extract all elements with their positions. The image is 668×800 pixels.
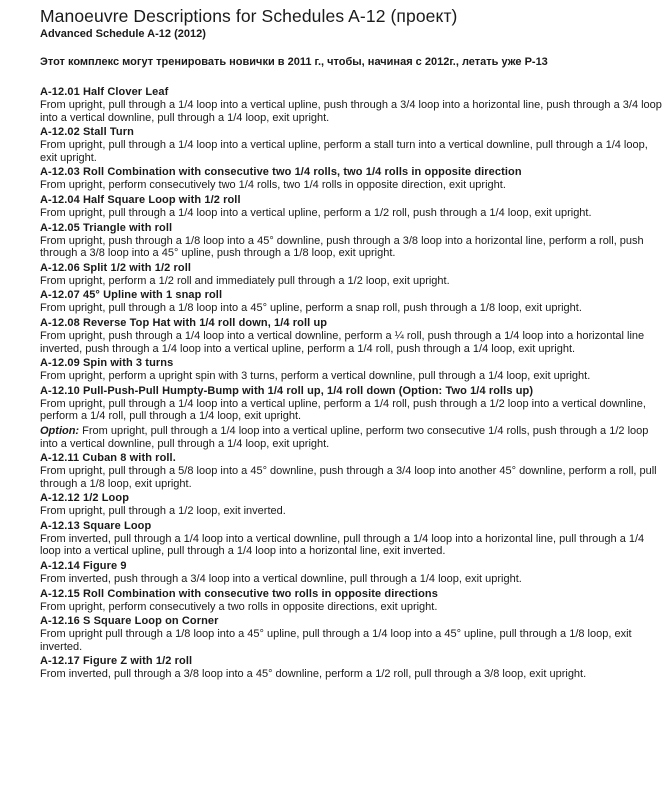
option-description: From upright, pull through a 1/4 loop into a vertical upline, perform two consecutive 1/4 rolls, push through a 1/2 loop into a vertical downline, pull through a 1/4 loop, exit upright. — [40, 424, 649, 450]
manoeuvre-title: A-12.17 Figure Z with 1/2 roll — [40, 655, 193, 668]
manoeuvre-description: From upright, push through a 1/8 loop into a 45° downline, push through a 3/8 loop into a horizontal line, perform a roll, push through a 3/8 loop into a 45° upline, push through a 1/8 loop, exit upright. — [40, 234, 644, 260]
manoeuvre-description: From upright, perform consecutively a two rolls in opposite directions, exit upright. — [40, 600, 438, 613]
document-page — [40, 6, 662, 683]
manoeuvre-item — [40, 194, 662, 220]
manoeuvre-description: From upright, pull through a 1/2 loop, exit inverted. — [40, 505, 286, 518]
manoeuvre-item — [40, 655, 662, 681]
manoeuvre-title: A-12.07 45° Upline with 1 snap roll — [40, 289, 223, 302]
manoeuvre-title: A-12.09 Spin with 3 turns — [40, 357, 174, 370]
manoeuvre-title: A-12.10 Pull-Push-Pull Humpty-Bump with 1/4 roll up, 1/4 roll down (Option: Two 1/4 rolls up) — [40, 384, 534, 397]
manoeuvre-description: From upright, perform consecutively two 1/4 rolls, two 1/4 rolls in opposite direction, exit upright. — [40, 179, 506, 192]
manoeuvre-title: A-12.03 Roll Combination with consecutive two 1/4 rolls, two 1/4 rolls in opposite direction — [40, 166, 522, 179]
manoeuvre-description: From upright pull through a 1/8 loop into a 45° upline, pull through a 1/4 loop into a 45° upline, pull through a 1/8 loop, exit inverted. — [40, 628, 632, 653]
manoeuvre-description: From inverted, pull through a 3/8 loop into a 45° downline, perform a 1/2 roll, pull through a 3/8 loop, exit upright. — [40, 668, 587, 681]
manoeuvre-description: From upright, pull through a 5/8 loop into a 45° downline, push through a 3/4 loop into another 45° downline, perform a roll, pull through a 1/8 loop, exit upright. — [40, 465, 657, 490]
manoeuvre-description: From upright, perform a upright spin with 3 turns, perform a vertical downline, pull through a 1/4 loop, exit upright. — [40, 370, 591, 383]
manoeuvre-item — [40, 588, 662, 614]
manoeuvre-item — [40, 289, 662, 315]
manoeuvre-description: From inverted, push through a 3/4 loop into a vertical downline, pull through a 1/4 loop, exit upright. — [40, 573, 522, 586]
manoeuvre-title: A-12.02 Stall Turn — [40, 126, 134, 139]
manoeuvre-item — [40, 357, 662, 383]
manoeuvre-item — [40, 560, 662, 586]
manoeuvre-description: From inverted, pull through a 1/4 loop into a vertical downline, pull through a 1/4 loop into a horizontal line, pull through a 1/4 loop into a vertical upline, pull through a 1/4 loop into a horizontal line, exit inverted. — [40, 532, 645, 558]
manoeuvre-item — [40, 520, 662, 558]
manoeuvre-description: From upright, pull through a 1/8 loop into a 45° upline, perform a snap roll, push through a 1/8 loop, exit upright. — [40, 302, 582, 315]
manoeuvre-item — [40, 166, 662, 192]
manoeuvre-description: From upright, pull through a 1/4 loop into a vertical upline, perform a 1/4 roll, push through a 1/2 loop into a vertical downline, perform a 1/4 roll, pull through a 1/4 loop, exit upright. — [40, 397, 646, 423]
manoeuvre-title: A-12.04 Half Square Loop with 1/2 roll — [40, 193, 241, 206]
document-title: Manoeuvre Descriptions for Schedules A-12 (проект) — [40, 6, 458, 26]
manoeuvre-item — [40, 126, 662, 164]
document-intro: Этот комплекс могут тренировать новички в 2011 г., чтобы, начиная с 2012г., летать уже Р-13 — [40, 56, 548, 68]
manoeuvre-title: A-12.13 Square Loop — [40, 519, 152, 532]
manoeuvre-title: A-12.15 Roll Combination with consecutive two rolls in opposite directions — [40, 587, 438, 600]
manoeuvre-item — [40, 492, 662, 518]
manoeuvre-title: A-12.11 Cuban 8 with roll. — [40, 452, 176, 465]
manoeuvre-item — [40, 262, 662, 288]
manoeuvre-title: A-12.01 Half Clover Leaf — [40, 86, 169, 98]
manoeuvre-title: A-12.06 Split 1/2 with 1/2 roll — [40, 261, 192, 274]
manoeuvre-description: From upright, push through a 1/4 loop into a vertical downline, perform a ¼ roll, push through a 1/4 loop into a horizontal line inverted, push through a 1/4 loop into a vertical upline, perform a 1/4 roll, push through a 1/4 loop, exit upright. — [40, 329, 645, 355]
manoeuvre-title: A-12.12 1/2 Loop — [40, 492, 130, 505]
manoeuvre-item — [40, 86, 662, 124]
manoeuvre-title: A-12.14 Figure 9 — [40, 560, 127, 573]
manoeuvre-list — [40, 86, 662, 681]
manoeuvre-option — [40, 425, 662, 450]
option-label: Option: — [40, 424, 80, 437]
manoeuvre-item — [40, 222, 662, 260]
document-subtitle: Advanced Schedule A-12 (2012) — [40, 28, 206, 40]
manoeuvre-description: From upright, pull through a 1/4 loop into a vertical upline, perform a 1/2 roll, push through a 1/4 loop, exit upright. — [40, 206, 592, 219]
manoeuvre-item — [40, 615, 662, 653]
manoeuvre-item — [40, 385, 662, 450]
manoeuvre-title: A-12.08 Reverse Top Hat with 1/4 roll down, 1/4 roll up — [40, 316, 328, 329]
manoeuvre-item — [40, 452, 662, 490]
manoeuvre-title: A-12.16 S Square Loop on Corner — [40, 615, 219, 628]
manoeuvre-item — [40, 317, 662, 355]
manoeuvre-title: A-12.05 Triangle with roll — [40, 221, 173, 234]
manoeuvre-description: From upright, pull through a 1/4 loop into a vertical upline, push through a 3/4 loop into a horizontal line, push through a 3/4 loop into a vertical downline, pull through a 1/4 loop, exit upright. — [40, 99, 662, 124]
manoeuvre-description: From upright, pull through a 1/4 loop into a vertical upline, perform a stall turn into a vertical downline, pull through a 1/4 loop, exit upright. — [40, 139, 648, 164]
manoeuvre-description: From upright, perform a 1/2 roll and immediately pull through a 1/2 loop, exit upright. — [40, 274, 450, 287]
